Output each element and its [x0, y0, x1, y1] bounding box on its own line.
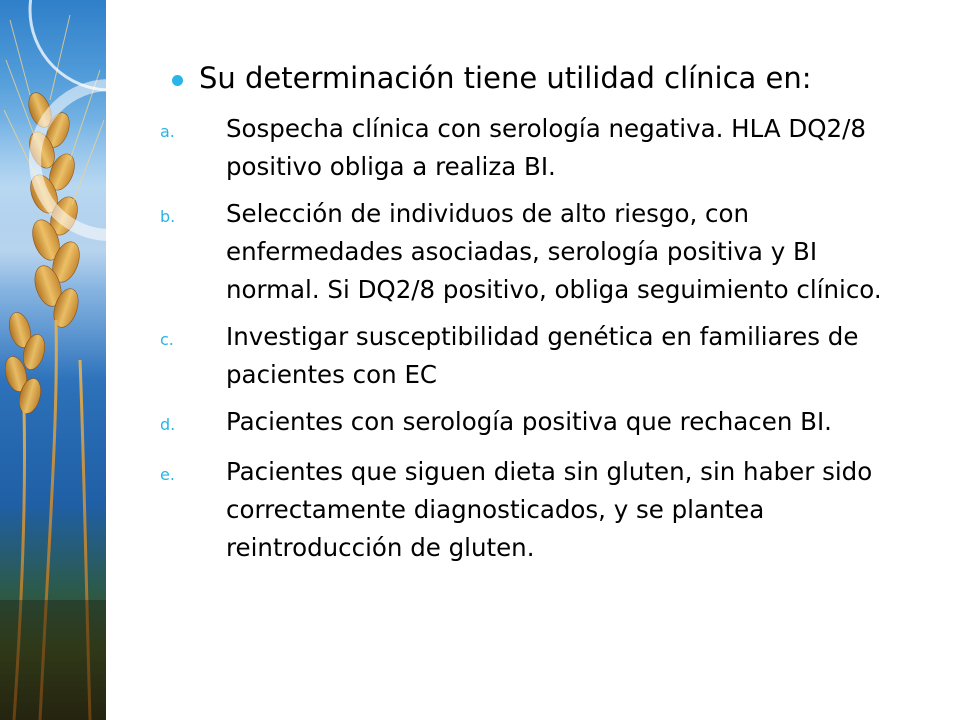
list-item — [160, 195, 930, 309]
list-item — [160, 318, 930, 394]
list-marker: e. — [160, 465, 175, 484]
list-item-text: Pacientes con serología positiva que rechacen BI. — [226, 407, 832, 436]
list-item-text: Investigar susceptibilidad genética en familiares de pacientes con EC — [226, 322, 859, 389]
slide-content — [160, 56, 930, 576]
wheat-decorative-image — [0, 0, 106, 720]
wheat-illustration — [0, 0, 106, 720]
list-marker: c. — [160, 330, 174, 349]
list-marker: d. — [160, 415, 176, 434]
item-list — [160, 110, 930, 567]
filled-circle-bullet-icon — [172, 75, 183, 86]
list-marker: b. — [160, 207, 176, 226]
list-item — [160, 403, 930, 444]
list-item-text: Sospecha clínica con serología negativa. HLA DQ2/8 positivo obliga a realiza BI. — [226, 114, 866, 181]
title-row — [160, 56, 930, 100]
list-item-text: Pacientes que siguen dieta sin gluten, sin haber sido correctamente diagnosticados, y se plantea reintroducción de gluten. — [226, 457, 873, 562]
slide-title: Su determinación tiene utilidad clínica en: — [199, 61, 812, 95]
list-item-text: Selección de individuos de alto riesgo, con enfermedades asociadas, serología positiva y BI normal. Si DQ2/8 positivo, obliga seguimiento clínico. — [226, 199, 882, 304]
list-item — [160, 110, 930, 186]
list-marker: a. — [160, 122, 175, 141]
list-item — [160, 453, 930, 567]
